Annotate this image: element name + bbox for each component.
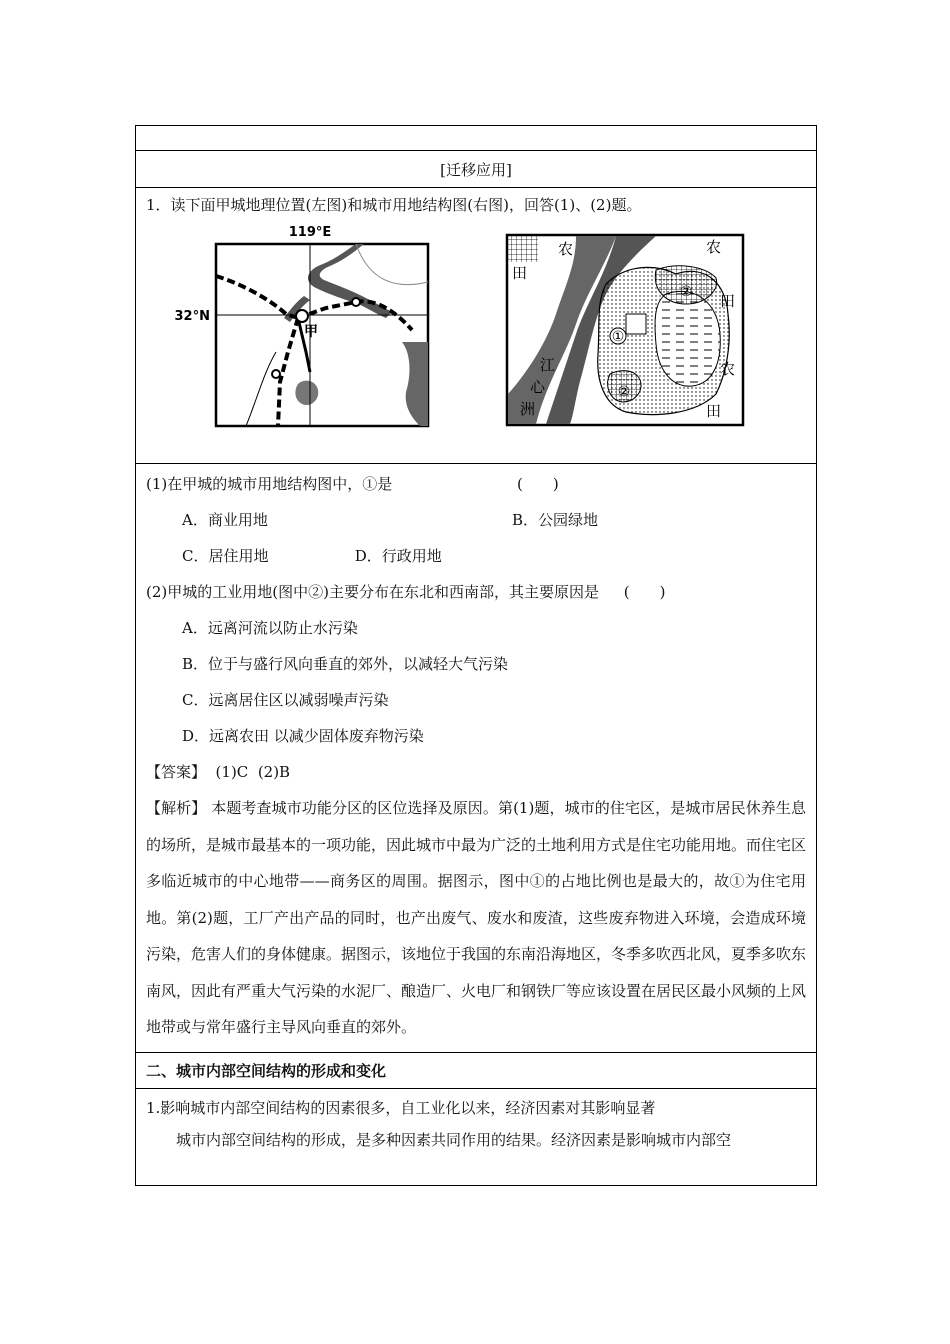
point-1-body: 城市内部空间结构的形成，是多种因素共同作用的结果。经济因素是影响城市内部空: [176, 1130, 732, 1149]
q1-stem: (1)在甲城的城市用地结构图中，①是: [146, 475, 393, 493]
q2-option-b: B．位于与盛行风向垂直的郊外，以减轻大气污染: [182, 655, 509, 673]
island-label: 洲: [520, 400, 536, 418]
q2-stem-line: [146, 574, 806, 610]
q1-option-a: A．商业用地: [182, 511, 268, 529]
analysis-text: 本题考查城市功能分区的区位选择及原因。第(1)题，城市的住宅区，是城市居民休养生息的场所，是城市最基本的一项功能，因此城市中最为广泛的土地利用方式是住宅功能用地。而住宅区多临近城市的中心地带——商务区的周围。据图示，图中①的占地比例也是最大的，故①为住宅用地。第(2)题，工厂产出产品的同时，也产出废气、废水和废渣，这些废弃物进入环境，会造成环境污染，危害人们的身体健康。据图示，该地位于我国的东南沿海地区，冬季多吹西北风，夏季多吹东南风，因此有严重大气污染的水泥厂、酿造厂、火电厂和钢铁厂等应该设置在居民区最小风频的上风地带或与常年盛行主导风向垂直的郊外。: [146, 799, 807, 1036]
longitude-label: 119°E: [288, 225, 332, 240]
q2-option-a: A．远离河流以防止水污染: [182, 619, 358, 637]
q1-option-c: C．居住用地: [182, 547, 269, 565]
answer-label: 【答案】: [146, 763, 207, 781]
point-1-heading: 1.影响城市内部空间结构的因素很多，自工业化以来，经济因素对其影响显著: [146, 1098, 656, 1117]
marker-2-ne: ②: [679, 284, 693, 300]
farmland-label: 农: [558, 240, 574, 258]
section-header: [迁移应用]: [136, 151, 816, 188]
section-two-body: [136, 1089, 816, 1185]
content-table: [135, 125, 817, 1186]
farmland-label: 农: [720, 360, 736, 378]
farmland-label: 农: [706, 238, 722, 256]
answer-line: [146, 754, 806, 790]
q2-bracket: ( ): [623, 583, 666, 601]
analysis-label: 【解析】: [146, 799, 207, 817]
city-label: 甲: [304, 324, 318, 340]
location-map: [174, 222, 431, 427]
q1-options-cd: [146, 538, 806, 574]
q1-bracket: ( ): [517, 475, 559, 493]
questions-row: [136, 464, 816, 1053]
q2-option-d: D．远离农田 以减少固体废弃物污染: [182, 727, 424, 745]
q2-stem: (2)甲城的工业用地(图中②)主要分布在东北和西南部，其主要原因是: [146, 583, 599, 601]
marker-2-sw: ②: [617, 384, 631, 400]
land-use-map: [506, 234, 744, 426]
empty-row: [136, 126, 816, 151]
analysis-paragraph: [146, 790, 806, 1046]
q1-stem-line: [146, 466, 806, 502]
q2-option-c: C．远离居住区以减弱噪声污染: [182, 691, 389, 709]
island-label: 心: [530, 378, 546, 396]
section-two-title: 二、城市内部空间结构的形成和变化: [136, 1053, 816, 1089]
farmland-label: 田: [720, 292, 736, 310]
q1-option-b: B．公园绿地: [512, 511, 599, 529]
figure-row: [136, 188, 816, 464]
farmland-label: 田: [512, 264, 528, 282]
island-label: 江: [540, 356, 556, 374]
q1-options-ab: [146, 502, 806, 538]
marker-1: ①: [611, 329, 625, 345]
question-intro: 1．读下面甲城地理位置(左图)和城市用地结构图(右图)，回答(1)、(2)题。: [146, 196, 642, 214]
latitude-label: 32°N: [174, 309, 210, 324]
farmland-label: 田: [706, 402, 722, 420]
q1-option-d: D．行政用地: [354, 547, 442, 565]
answer-text: (1)C (2)B: [206, 763, 291, 781]
